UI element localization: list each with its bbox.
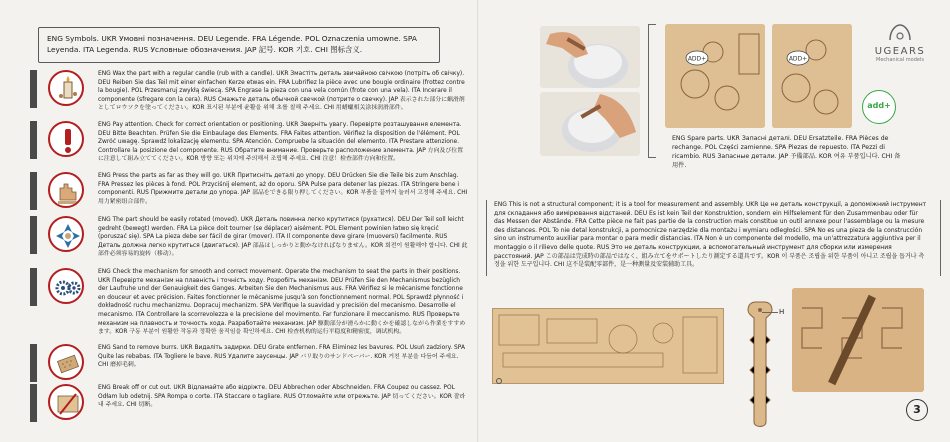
page-number: 3 [906,399,928,421]
symbol-text: ENG Press the parts as far as they will go. UKR Притисніть деталі до упору. DEU Drücken Sie die Teile bis zum Anschlag. FRA Pressez les pièces à fond. POL Przyciśnij element, aż do oporu. SPA Pulse para detener las piezas. ITA Stringere bene i componenti. RUS Прижмите детали до упора. JAP 部品をできる限り押してください。KOR 부품을 끝까지 눌러서 고정해 주세요. CHI 用力紧密组合部件。 [98,173,468,205]
add-label: ADD+ [788,55,808,63]
symbol-row-sand [28,344,468,380]
photo-spare-parts-b [772,24,852,128]
hand-press-icon [48,172,84,208]
symbol-row-break [28,384,468,420]
spare-parts-text: ENG Spare parts. UKR Запасні деталі. DEU Ersatzteile. FRA Pièces de rechange. POL Części zamienne. SPA Piezas de repuesto. ITA Pezzi di ricambio. RUS Запасные детали. JAP 予備部品. KOR 여유 부품입니다. CHI 备用件. [672,135,901,169]
symbol-text: ENG Wax the part with a regular candle (rub with a candle). UKR Змастіть деталь звичайною свічкою (потріть об свічку). DEU Reiben Sie das Teil mit einer einfachen Kerze etwas ein. FRA Lubrifiez la pièce avec une bougie ordinaire (frottez contre la bougie). POL Przesmaruj zwykłą świecą. SPA Engrase la pieza con una vela común (frote con una vela). ITA Incerare il componente (sfregare con la cera). RUS Смажьте деталь обычной свечкой (потрите о свечку). JAP 表示された部分に蝋滑剤としてロウソクを塗ってください。KOR 표시된 부분에 윤활을 위해 초를 칠해 주세요. CHI 用蜡蠟相关涂抹润滑部件。 [98,71,465,112]
measuring-tool [740,296,780,436]
ugears-logo [860,22,940,63]
wood-panel-sheet [492,308,724,384]
divider-bar [30,384,37,422]
exclamation-icon [48,121,84,157]
photo-tool-in-use [792,288,924,392]
part-marker [496,378,502,384]
ugears-cog-icon [886,22,914,42]
symbol-text: ENG Pay attention. Check for correct orientation or positioning. UKR Зверніть увагу. Перевірте розташування елемента. DEU Bitte Beachten. Prüfen Sie die Einbaulage des Elements. FRA Faites attention. Vérifiez la disposition de l'élément. POL Zwróć uwagę. Sprawdź lokalizację elementu. SPA Atención. Compruebe la situación del elemento. ITA Prestare attenzione. Controllare la posizione del componente. RUS Обратите внимание. Проверьте расположение элемента. JAP 方向及び位置に注意して組み立ててください。KOR 방향 또는 위치에 주의해서 조립해 주세요. CHI 注意！检查部件方向和位置。 [98,122,463,163]
symbol-text: ENG The part should be easily rotated (moved). UKR Деталь повинна легко крутитися (рухатися). DEU Der Teil soll leicht gedreht (bewegt) werden. FRA La pièce doit tourner (se déplacer) aisément. POL Element powinien łatwo się kręcić (poruszać się). SPA La pieza debe ser fácil de girar (mover). ITA Il componente deve girare (muoversi) facilmente. RUS Деталь должна легко крутиться (двигаться). JAP 部品はしっかりと動かなければなりません。KOR 회전이 원활해야 합니다. CHI 此部件必须容易的旋转（移动）。 [98,217,468,258]
legend-header-text: ENG Symbols. UKR Умовні позначення. DEU Legende. FRA Légende. POL Oznaczenia umowne. SPA Leyenda. ITA Legenda. RUS Условные обозначения. JAP 記号. KOR 기호. CHI 图标含义. [47,34,417,54]
add-badge-label: add+ [867,101,891,110]
brand-tagline: Mechanical models [876,57,924,63]
add-badge [862,90,896,124]
tool-note: ENG This is not a structural component; it is a tool for measurement and assembly. UKR Це не деталь конструкції, а допоміжний інструмент для складання або вимірювання відстаней. DEU Es ist kein Teil der Konstruktion, sondern ein Hilfselement für den Zusammenbau oder für das Messen der Abstände. FRA Cette pièce ne fait pas partie de la construction mais constitue un outil annexe pour l'assemblage ou la mesure des distances. POL To nie detal konstrukcji, a pomocnicze narzędzie dla montażu i wymiaru odległości. SPA No es una pieza de la construcción sino un instrumento auxiliar para montar o para medir distancias. ITA Non è un componente del modello, ma un'attrezzatura aggiuntiva per il montaggio o il rilievo delle quote. RUS Это не деталь конструкции, а вспомогательный инструмент для сборки или измерения расстояний. JAP この部品は完成時の部品ではなく、組み立てをサポートしたり測定する道具です。KOR 이 부품은 조립을 위한 부품이 아니고 조립을 돕거나 측정을 위한 도구입니다. CHI 这不是装配零部件，是一种测量及安装辅助工具。 [494,201,927,269]
rotate-arrows-icon [48,216,84,252]
bracket-line [648,24,656,25]
bracket-line [648,157,656,158]
divider-bar [30,121,37,159]
symbol-row-wax [28,70,468,113]
symbol-row-rotate [28,216,468,259]
photo-candle-top [540,26,640,88]
symbol-row-press [28,172,468,208]
brand-name: UGEARS [874,46,926,57]
candle-wax-icon [48,70,84,106]
symbol-text: ENG Break off or cut out. UKR Відламайте або відріжте. DEU Abbrechen oder Abschneiden. FRA Coupez ou cassez. POL Odłam lub odetnij. SPA Rompa o corte. ITA Staccare o tagliare. RUS Отломайте или отрежьте. JAP 切ってください。KOR 잘라내 주세요. CHI 切断。 [98,385,466,409]
divider-bar [30,268,37,306]
bracket-line [486,200,487,276]
symbol-text: ENG Sand to remove burrs. UKR Видаліть задирки. DEU Grate entfernen. FRA Eliminez les bavures. POL Usuń zadziory. SPA Quite las rebabas. ITA Togliere le bave. RUS Удалите заусенцы. JAP バリ取りのサンドペーパー. KOR 거친 부분을 다듬어 주세요. CHI 磨掉毛刺。 [98,345,465,369]
bracket-line [940,200,941,276]
page-fold [477,0,479,442]
divider-bar [30,172,37,210]
sandpaper-icon [48,344,84,380]
dimension-line [762,312,778,313]
gears-icon [48,268,84,304]
symbol-row-mechanism [28,268,468,337]
h-label: H [779,308,785,316]
symbol-text: ENG Check the mechanism for smooth and correct movement. Operate the mechanism to seat the parts in their positions. UKR Перевірте механізм на плавність і точність ходу. Розробіть механізм. DEU Prüfen Sie den Mechanismus bezüglich der Laufruhe und der Genauigkeit des Ganges. Arbeiten Sie den Mechanismus aus. FRA Vérifiez si le mécanisme fonctionne en douceur et avec précision. Faites fonctionner le mécanisme jusqu'à son fonctionnement normal. POL Sprawdź płynność i dokładność ruchu mechanizmu. Dopracuj mechanizm. SPA Verifique la suavidad y precisión del mecanismo. Desarrolle el mecanismo. ITA Controllare la scorrevolezza e la precisione del movimento. Far funzionare il meccanismo. RUS Проверьте механизм на плавность и точность хода. Разработайте механизм. JAP 駆動部分が滑らかに動くかを確認しながら作業をすすめます。KOR 구동 부분이 원활한 작동과 정확한 움직임을 확인하세요. CHI 检查机构的运行平稳度和精密度，调试机构。 [98,269,466,336]
divider-bar [30,344,37,382]
legend-header [38,27,440,63]
divider-bar [30,216,37,254]
photo-candle-rub [540,92,640,156]
divider-bar [30,70,37,108]
add-label: ADD+ [687,55,707,63]
photo-spare-parts-a [665,24,765,128]
break-off-icon [48,384,84,420]
symbol-row-attention [28,121,468,164]
bracket-line [648,24,649,158]
